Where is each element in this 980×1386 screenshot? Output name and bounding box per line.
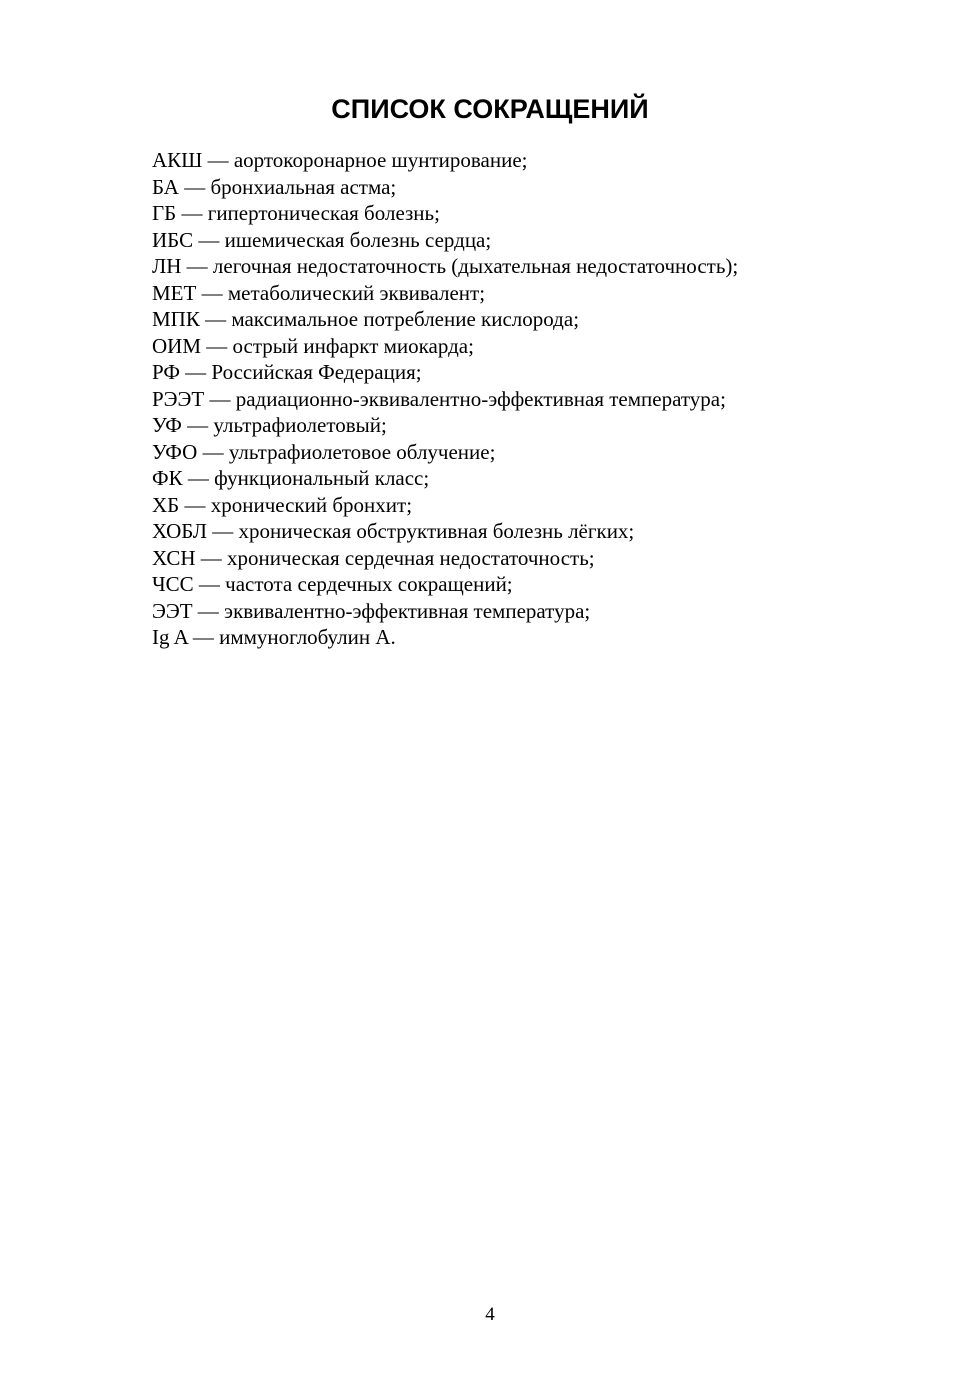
abbreviation-list: [152, 147, 912, 651]
page-title: СПИСОК СОКРАЩЕНИЙ: [331, 94, 649, 124]
abbreviation-item: МЕТ — метаболический эквивалент;: [152, 280, 486, 305]
abbreviation-item: УФО — ультрафиолетовое облучение;: [152, 439, 496, 464]
abbreviation-item: ЧСС — частота сердечных сокращений;: [152, 572, 513, 596]
abbreviation-item: ХОБЛ — хроническая обструктивная болезнь лёгких;: [152, 519, 635, 543]
abbreviation-item: АКШ — аортокоронарное шунтирование;: [152, 148, 528, 172]
abbreviation-item: РФ — Российская Федерация;: [152, 360, 422, 384]
abbreviation-item: ЛН — легочная недостаточность (дыхательная недостаточность);: [152, 254, 739, 278]
abbreviation-item: ХБ — хронический бронхит;: [152, 492, 413, 517]
abbreviation-item: УФ — ультрафиолетовый;: [152, 413, 387, 437]
page-number: 4: [485, 1304, 495, 1325]
abbreviation-item: МПК — максимальное потребление кислорода;: [152, 307, 580, 331]
abbreviation-item: БА — бронхиальная астма;: [152, 174, 397, 199]
abbreviation-item: РЭЭТ — радиационно-эквивалентно-эффективная температура;: [152, 386, 726, 411]
abbreviation-item: Ig A — иммуноглобулин А.: [152, 625, 396, 649]
abbreviation-item: ЭЭТ — эквивалентно-эффективная температура;: [152, 598, 591, 623]
abbreviation-item: ГБ — гипертоническая болезнь;: [152, 201, 440, 225]
abbreviation-item: ИБС — ишемическая болезнь сердца;: [152, 227, 492, 252]
abbreviation-item: ФК — функциональный класс;: [152, 466, 430, 490]
abbreviation-item: ХСН — хроническая сердечная недостаточность;: [152, 545, 595, 570]
abbreviation-item: ОИМ — острый инфаркт миокарда;: [152, 333, 474, 358]
